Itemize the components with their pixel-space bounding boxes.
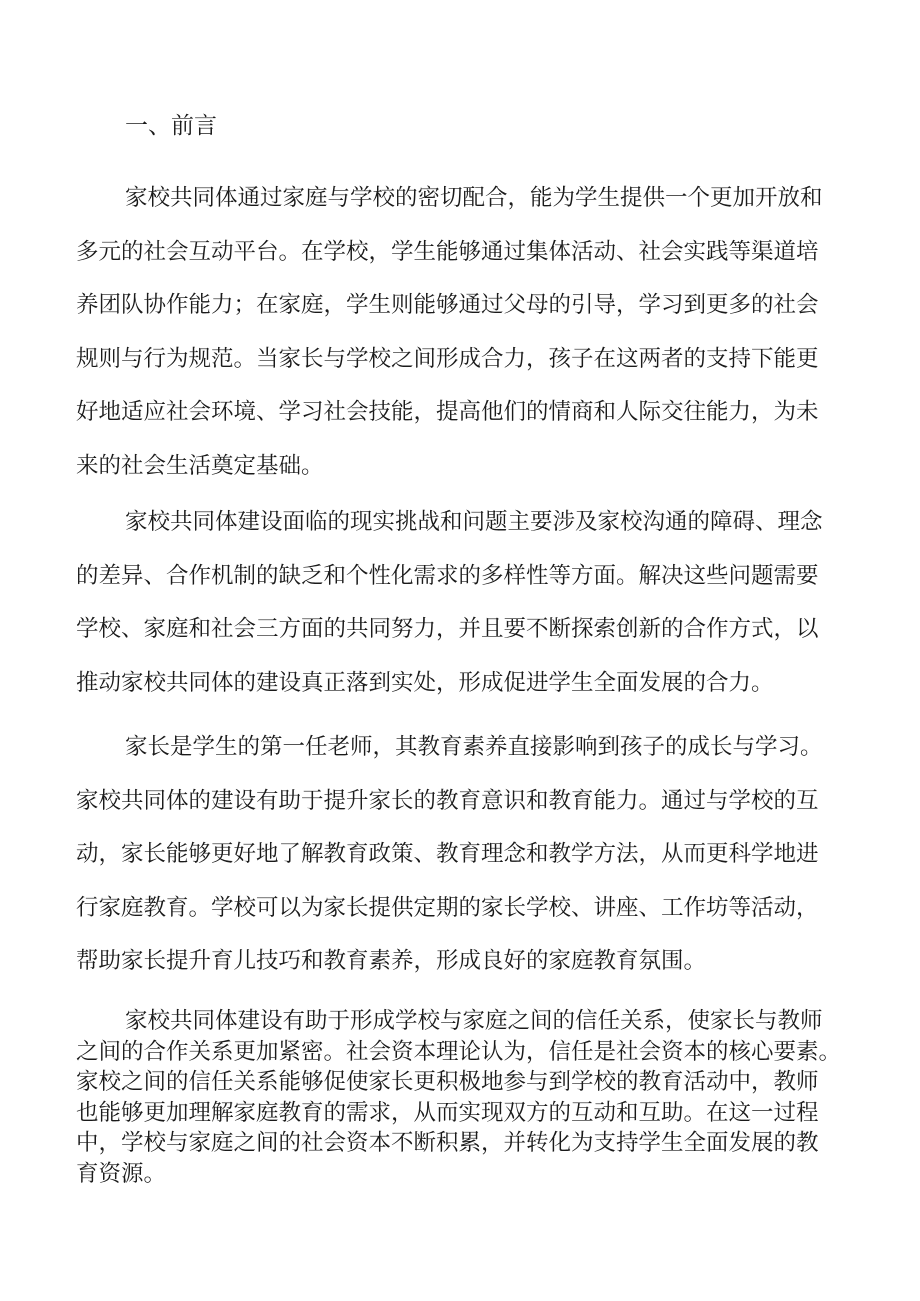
paragraph-line: 家长是学生的第一任老师，其教育素养直接影响到孩子的成长与学习。: [125, 734, 823, 760]
paragraph-line: 家校共同体通过家庭与学校的密切配合，能为学生提供一个更加开放和: [125, 185, 823, 211]
paragraph-line: 推动家校共同体的建设真正落到实处，形成促进学生全面发展的合力。: [76, 669, 774, 696]
paragraph-line: 养团队协作能力；在家庭，学生则能够通过父母的引导，学习到更多的社会: [76, 292, 819, 319]
paragraph-3: [76, 721, 844, 989]
paragraph-line: 中，学校与家庭之间的社会资本不断积累，并转化为支持学生全面发展的教: [76, 1130, 819, 1156]
paragraph-4: [76, 1006, 844, 1189]
paragraph-line: 育资源。: [76, 1160, 167, 1187]
paragraph-line: 也能够更加理解家庭教育的需求，从而实现双方的互动和互助。在这一过程: [76, 1099, 819, 1126]
section-heading: 一、前言: [125, 113, 217, 139]
paragraph-line: 家校共同体建设面临的现实挑战和问题主要涉及家校沟通的障碍、理念: [125, 509, 823, 535]
paragraph-line: 家校共同体建设有助于形成学校与家庭之间的信任关系，使家长与教师: [125, 1008, 823, 1034]
paragraph-line: 学校、家庭和社会三方面的共同努力，并且要不断探索创新的合作方式，以: [76, 616, 819, 643]
paragraph-line: 来的社会生活奠定基础。: [76, 452, 324, 479]
paragraph-line: 好地适应社会环境、学习社会技能，提高他们的情商和人际交往能力，为未: [76, 399, 819, 426]
paragraph-line: 之间的合作关系更加紧密。社会资本理论认为，信任是社会资本的核心要素。: [76, 1038, 842, 1065]
paragraph-line: 规则与行为规范。当家长与学校之间形成合力，孩子在这两者的支持下能更: [76, 345, 819, 372]
paragraph-line: 家校之间的信任关系能够促使家长更积极地参与到学校的教育活动中，教师: [76, 1069, 819, 1095]
paragraph-1: [76, 172, 844, 494]
paragraph-line: 多元的社会互动平台。在学校，学生能够通过集体活动、社会实践等渠道培: [76, 238, 819, 265]
paragraph-line: 家校共同体的建设有助于提升家长的教育意识和教育能力。通过与学校的互: [76, 787, 819, 814]
paragraph-2: [76, 496, 844, 710]
paragraph-line: 的差异、合作机制的缺乏和个性化需求的多样性等方面。解决这些问题需要: [76, 562, 819, 589]
paragraph-line: 行家庭教育。学校可以为家长提供定期的家长学校、讲座、工作坊等活动，: [76, 894, 819, 921]
paragraph-line: 帮助家长提升育儿技巧和教育素养，形成良好的家庭教育氛围。: [76, 948, 707, 975]
paragraph-line: 动，家长能够更好地了解教育政策、教育理念和教学方法，从而更科学地进: [76, 841, 819, 868]
